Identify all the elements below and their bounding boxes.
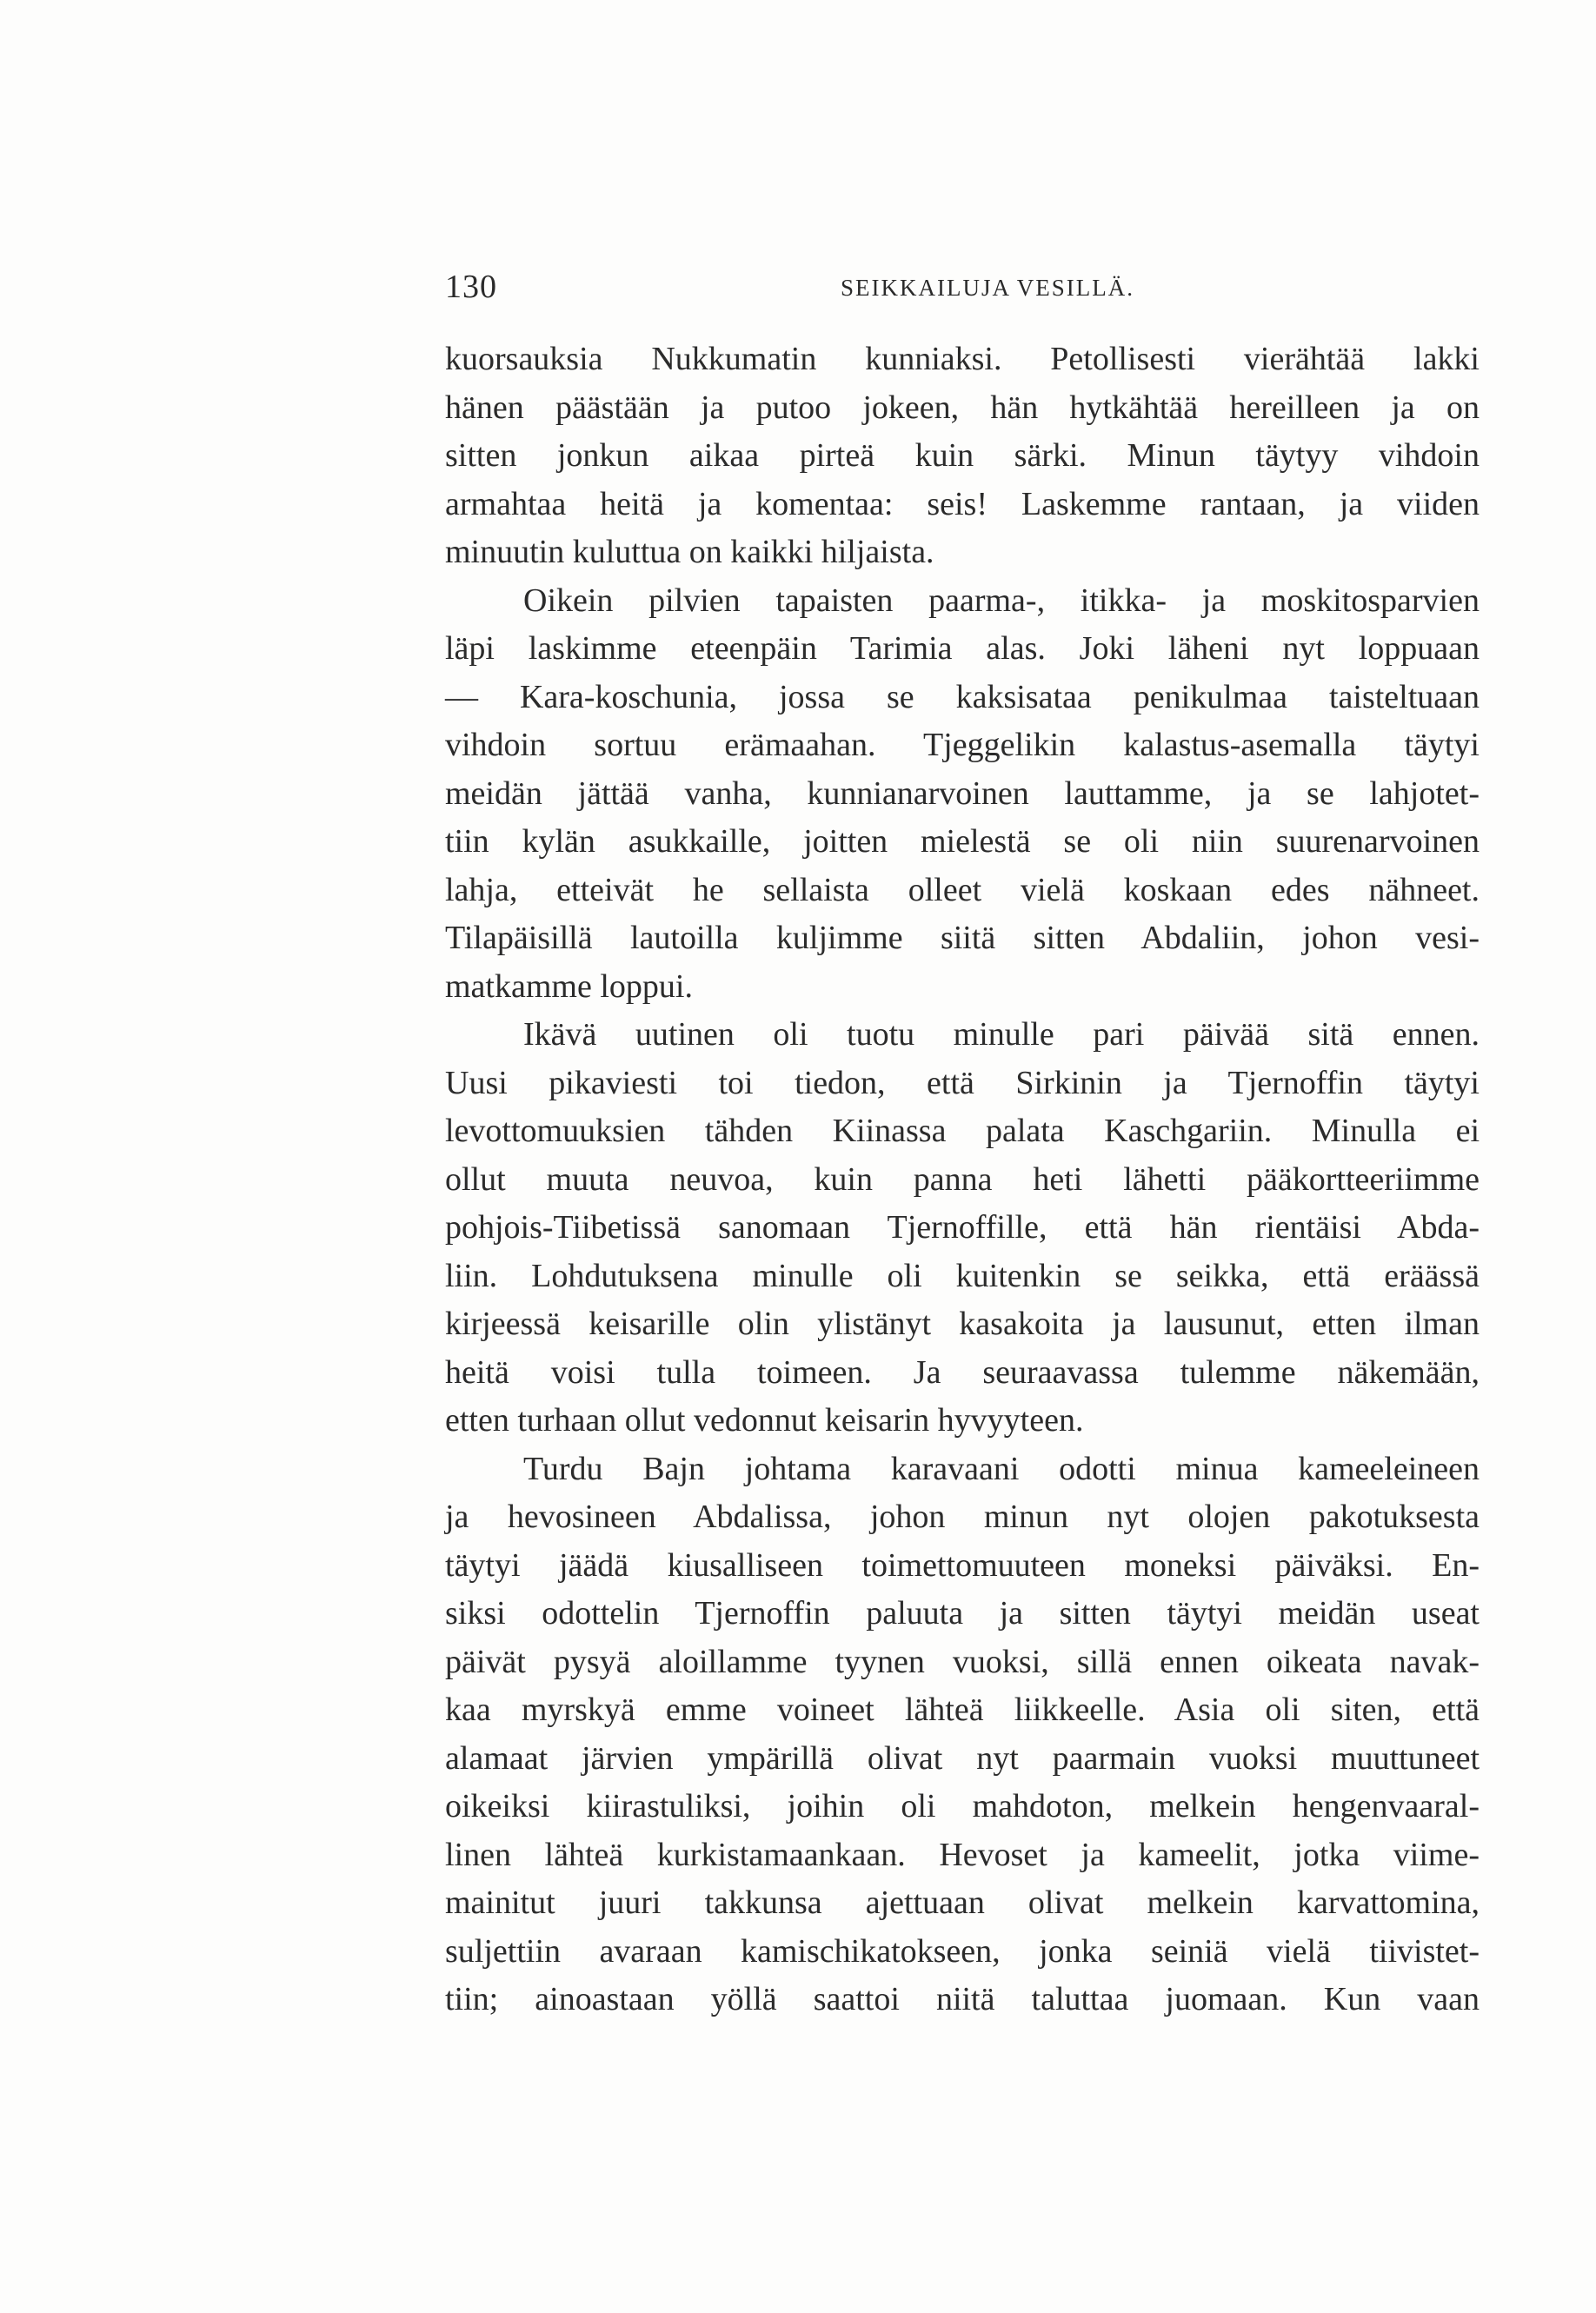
text-line: minuutin kuluttua on kaikki hiljaista. (445, 534, 934, 570)
text-line: alamaat järvien ympärillä olivat nyt paarmain vuoksi muuttuneet (445, 1739, 1480, 1777)
text-line: Tilapäisillä lautoilla kuljimme siitä sitten Abdaliin, johon vesi- (445, 920, 1480, 956)
text-line: Turdu Bajn johtama karavaani odotti minua kameeleineen (523, 1450, 1480, 1487)
body-text (445, 336, 1480, 2024)
text-line: täytyi jäädä kiusalliseen toimettomuuteen moneksi päiväksi. En- (445, 1546, 1480, 1584)
text-line: suljettiin avaraan kamischikatokseen, jonka seiniä vielä tiivistet- (445, 1932, 1480, 1970)
text-line: tiin; ainoastaan yöllä saattoi niitä taluttaa juomaan. Kun vaan (445, 1981, 1480, 2017)
text-line: ollut muuta neuvoa, kuin panna heti lähetti pääkortteeriimme (445, 1160, 1480, 1198)
page-header (445, 268, 1495, 320)
page-number: 130 (445, 269, 497, 305)
text-line: kuorsauksia Nukkumatin kunniaksi. Petollisesti vierähtää lakki (445, 341, 1480, 377)
text-line: — Kara-koschunia, jossa se kaksisataa penikulmaa taisteltuaan (445, 678, 1480, 715)
text-line: levottomuuksien tähden Kiinassa palata Kaschgariin. Minulla ei (445, 1113, 1480, 1149)
paragraph (445, 577, 1480, 1012)
text-line: linen lähteä kurkistamaankaan. Hevoset ja kameelit, jotka viime- (445, 1836, 1480, 1873)
text-line: kirjeessä keisarille olin ylistänyt kasakoita ja lausunut, etten ilman (445, 1306, 1480, 1342)
text-line: lahja, etteivät he sellaista olleet vielä koskaan edes nähneet. (445, 871, 1480, 908)
text-line: siksi odottelin Tjernoffin paluuta ja sitten täytyi meidän useat (445, 1595, 1480, 1632)
text-line: vihdoin sortuu erämaahan. Tjeggelikin kalastus-asemalla täytyi (445, 727, 1480, 763)
text-line: Ikävä uutinen oli tuotu minulle pari päivää sitä ennen. (523, 1016, 1480, 1053)
text-line: läpi laskimme eteenpäin Tarimia alas. Joki läheni nyt loppuaan (445, 630, 1480, 667)
text-line: päivät pysyä aloillamme tyynen vuoksi, sillä ennen oikeata navak- (445, 1643, 1480, 1680)
text-line: mainitut juuri takkunsa ajettuaan olivat melkein karvattomina, (445, 1884, 1480, 1921)
paragraph (445, 1011, 1480, 1446)
text-line: heitä voisi tulla toimeen. Ja seuraavassa tulemme näkemään, (445, 1353, 1480, 1391)
text-line: armahtaa heitä ja komentaa: seis! Laskemme rantaan, ja viiden (445, 485, 1480, 522)
text-line: kaa myrskyä emme voineet lähteä liikkeelle. Asia oli siten, että (445, 1692, 1480, 1728)
paragraph (445, 1446, 1480, 2024)
paragraph (445, 336, 1480, 577)
text-line: hänen päästään ja putoo jokeen, hän hytkähtää hereilleen ja on (445, 389, 1480, 426)
text-line: meidän jättää vanha, kunnianarvoinen lauttamme, ja se lahjotet- (445, 774, 1480, 812)
text-line: Oikein pilvien tapaisten paarma-, itikka- ja moskitosparvien (523, 582, 1480, 619)
text-line: pohjois-Tiibetissä sanomaan Tjernoffille, että hän rientäisi Abda- (445, 1209, 1480, 1246)
text-line: liin. Lohdutuksena minulle oli kuitenkin se seikka, että eräässä (445, 1257, 1480, 1294)
text-line: oikeiksi kiirastuliksi, joihin oli mahdoton, melkein hengenvaaral- (445, 1788, 1480, 1824)
text-line: tiin kylän asukkaille, joitten mielestä se oli niin suurenarvoinen (445, 823, 1480, 860)
text-line: Uusi pikaviesti toi tiedon, että Sirkinin ja Tjernoffin täytyi (445, 1064, 1480, 1101)
text-line: sitten jonkun aikaa pirteä kuin särki. Minun täytyy vihdoin (445, 437, 1480, 474)
text-line: etten turhaan ollut vedonnut keisarin hyvyyteen. (445, 1402, 1084, 1439)
text-line: ja hevosineen Abdalissa, johon minun nyt olojen pakotuksesta (445, 1499, 1480, 1535)
running-title: SEIKKAILUJA VESILLÄ. (841, 275, 1134, 301)
text-line: matkamme loppui. (445, 967, 693, 1005)
